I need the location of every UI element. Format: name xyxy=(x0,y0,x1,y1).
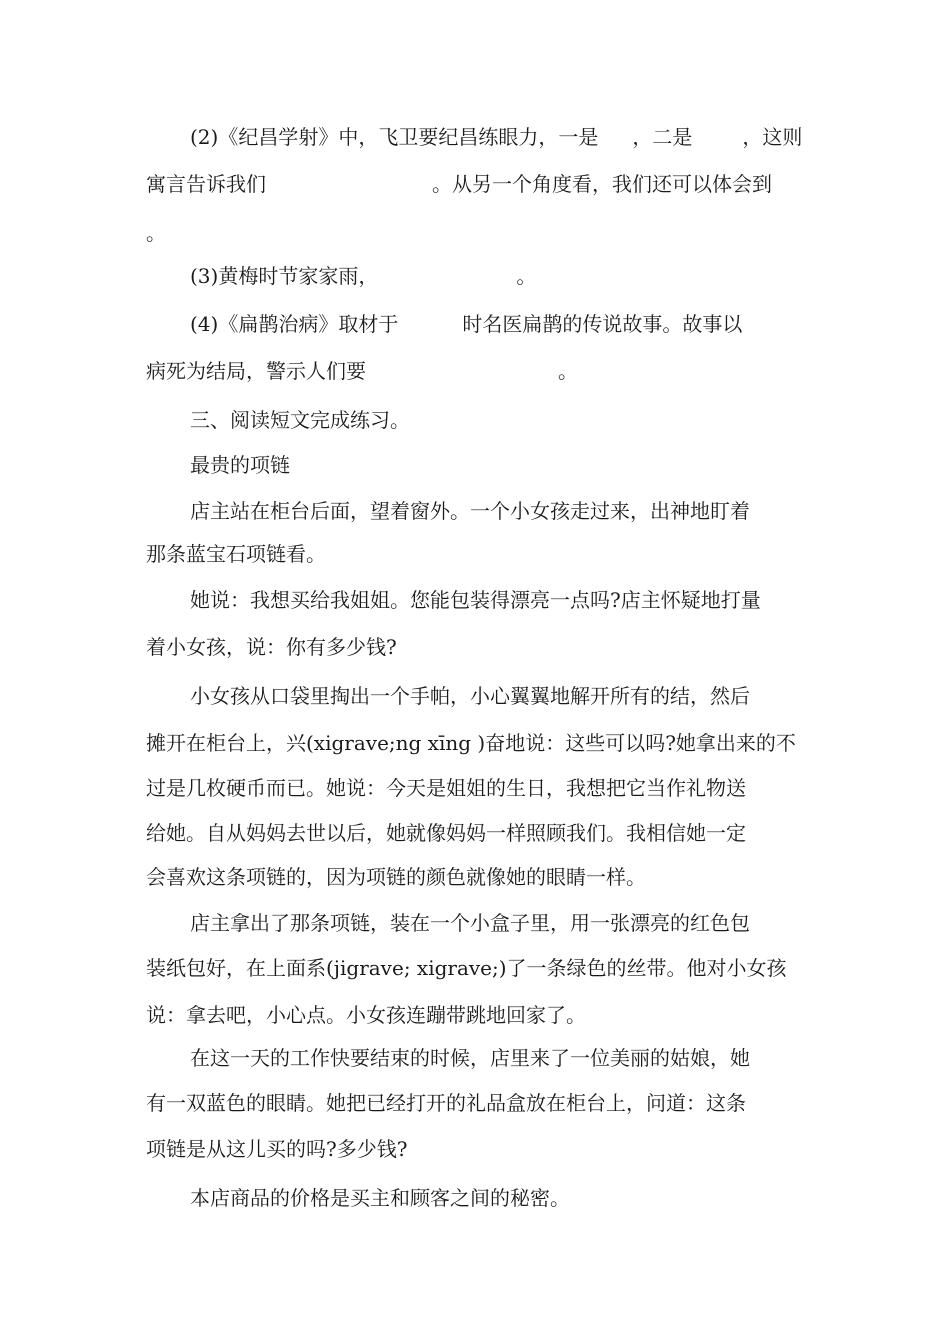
paragraph-line: 店主站在柜台后面，望着窗外。一个小女孩走过来，出神地盯着 xyxy=(190,499,750,523)
question-2-part-6: 。 xyxy=(146,221,166,245)
paragraph-line: 给她。自从妈妈去世以后，她就像妈妈一样照顾我们。我相信她一定 xyxy=(146,821,746,845)
paragraph-line: 会喜欢这条项链的，因为项链的颜色就像她的眼睛一样。 xyxy=(146,865,646,889)
paragraph-line: 着小女孩，说：你有多少钱? xyxy=(146,635,397,659)
question-2-part-1: (2)《纪昌学射》中，飞卫要纪昌练眼力，一是 xyxy=(190,125,599,149)
question-2-part-3: ，这则 xyxy=(742,125,803,149)
paragraph-line: 她说：我想买给我姐姐。您能包装得漂亮一点吗?店主怀疑地打量 xyxy=(190,588,761,612)
paragraph-line: 在这一天的工作快要结束的时候，店里来了一位美丽的姑娘，她 xyxy=(190,1046,750,1070)
question-2-line-3 xyxy=(146,218,166,248)
question-3-part-2: 。 xyxy=(516,264,537,288)
question-4-line-1 xyxy=(190,309,742,339)
paragraph-line: 本店商品的价格是买主和顾客之间的秘密。 xyxy=(190,1186,570,1210)
question-3-line xyxy=(190,261,536,291)
paragraph-line: 说：拿去吧，小心点。小女孩连蹦带跳地回家了。 xyxy=(146,1003,586,1027)
paragraph-line: 小女孩从口袋里掏出一个手帕，小心翼翼地解开所有的结，然后 xyxy=(190,684,750,708)
paragraph-line: 有一双蓝色的眼睛。她把已经打开的礼品盒放在柜台上，问道：这条 xyxy=(146,1091,746,1115)
paragraph-line: 过是几枚硬币而已。她说：今天是姐姐的生日，我想把它当作礼物送 xyxy=(146,776,746,800)
question-2-line-2 xyxy=(146,169,772,199)
question-4-part-1: (4)《扁鹊治病》取材于 xyxy=(190,312,399,336)
question-4-part-4: 。 xyxy=(558,359,578,383)
paragraph-line: 摊开在柜台上，兴(xigrave;ng xīng )奋地说：这些可以吗?她拿出来的不 xyxy=(146,731,796,755)
question-2-part-2: ，二是 xyxy=(632,125,693,149)
paragraph-line: 项链是从这儿买的吗?多少钱? xyxy=(146,1137,408,1161)
question-3-part-1: (3)黄梅时节家家雨， xyxy=(190,264,379,288)
paragraph-line: 那条蓝宝石项链看。 xyxy=(146,542,326,566)
question-2-part-5: 。从另一个角度看，我们还可以体会到 xyxy=(432,172,772,196)
question-4-part-3: 病死为结局，警示人们要 xyxy=(146,359,366,383)
question-4-line-2 xyxy=(146,356,578,386)
question-2-line-1 xyxy=(190,122,802,152)
story-title: 最贵的项链 xyxy=(190,453,290,477)
question-4-part-2: 时名医扁鹊的传说故事。故事以 xyxy=(462,312,743,336)
paragraph-line: 店主拿出了那条项链，装在一个小盒子里，用一张漂亮的红色包 xyxy=(190,911,750,935)
paragraph-line: 装纸包好，在上面系(jigrave; xigrave;)了一条绿色的丝带。他对小女孩 xyxy=(146,956,787,980)
question-2-part-4: 寓言告诉我们 xyxy=(146,172,266,196)
section-heading: 三、阅读短文完成练习。 xyxy=(190,408,410,432)
